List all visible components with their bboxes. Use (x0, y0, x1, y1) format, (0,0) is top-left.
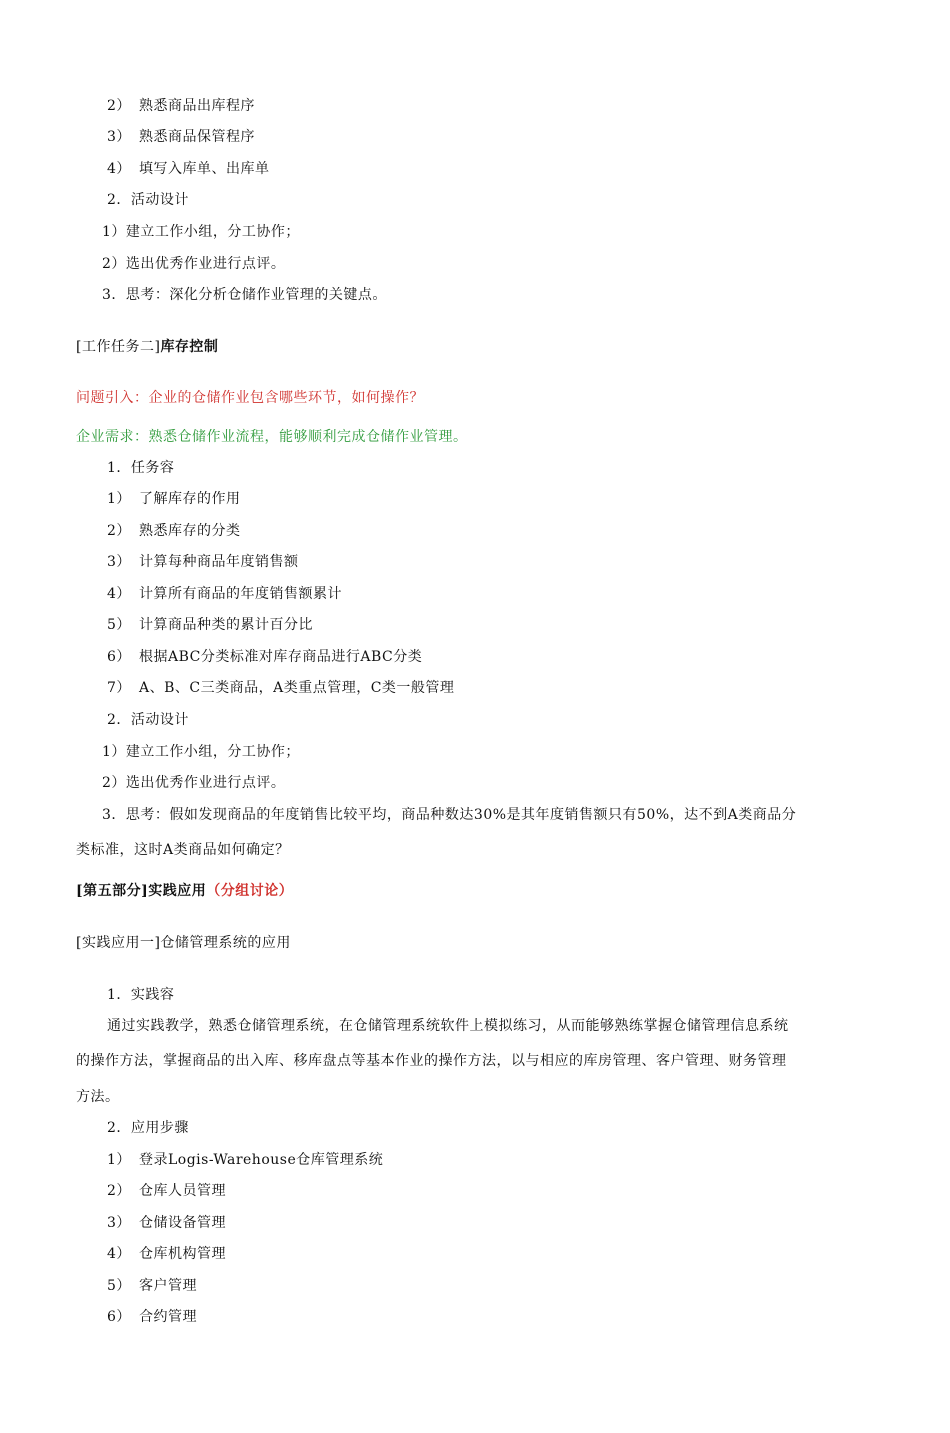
list-item (107, 615, 313, 635)
list-item (107, 552, 299, 572)
list-item (107, 1276, 197, 1296)
paragraph-line: 方法。 (76, 1089, 120, 1105)
item-number: 4） (107, 586, 131, 602)
list-item (107, 159, 270, 179)
think-question-cont: 类标准，这时A类商品如何确定？ (76, 842, 290, 858)
item-text: 仓储设备管理 (139, 1215, 226, 1231)
item-text: A、B、C三类商品，A类重点管理，C类一般管理 (139, 680, 455, 696)
list-item (107, 489, 241, 509)
steps-heading: 2．应用步骤 (107, 1120, 189, 1136)
task-heading (76, 337, 218, 357)
item-text: 熟悉商品保管程序 (139, 129, 255, 145)
task-title: 库存控制 (160, 339, 219, 355)
think-question: 3．思考：深化分析仓储作业管理的关键点。 (102, 287, 387, 303)
content-heading: 1．实践容 (107, 987, 175, 1003)
item-number: 5） (107, 617, 131, 633)
item-number: 3） (107, 554, 131, 570)
item-text: 合约管理 (139, 1309, 197, 1325)
part-title: [第五部分]实践应用 (76, 883, 207, 899)
item-number: 3） (107, 129, 131, 145)
list-item (107, 1307, 197, 1327)
item-text: 计算商品种类的累计百分比 (139, 617, 313, 633)
item-number: 2） (107, 98, 131, 114)
paragraph-line: 通过实践教学，熟悉仓储管理系统，在仓储管理系统软件上模拟练习，从而能够熟练掌握仓储管理信息系统 (107, 1018, 789, 1034)
item-text: 了解库存的作用 (139, 491, 241, 507)
practice-title: [实践应用一]仓储管理系统的应用 (76, 935, 291, 951)
list-item (107, 1150, 383, 1170)
item-number: 4） (107, 161, 131, 177)
content-heading: 1．任务容 (107, 460, 175, 476)
item-text: 熟悉商品出库程序 (139, 98, 255, 114)
item-text: 仓库人员管理 (139, 1183, 226, 1199)
enterprise-demand: 企业需求：熟悉仓储作业流程，能够顺利完成仓储作业管理。 (76, 429, 468, 445)
think-question: 3．思考：假如发现商品的年度销售比较平均，商品种数达30%是其年度销售额只有50%，达不到A类商品分 (102, 807, 797, 823)
list-item (107, 1213, 226, 1233)
list-item (107, 521, 241, 541)
list-item (107, 584, 342, 604)
item-text: 熟悉库存的分类 (139, 523, 241, 539)
item-number: 7） (107, 680, 131, 696)
item-number: 5） (107, 1278, 131, 1294)
list-item (107, 678, 454, 698)
item-text: 计算每种商品年度销售额 (139, 554, 299, 570)
paragraph-line: 的操作方法，掌握商品的出入库、移库盘点等基本作业的操作方法，以与相应的库房管理、客户管理、财务管理 (76, 1053, 787, 1069)
item-text: 填写入库单、出库单 (139, 161, 270, 177)
activity-item: 2）选出优秀作业进行点评。 (102, 256, 286, 272)
item-number: 6） (107, 1309, 131, 1325)
item-number: 1） (107, 1152, 131, 1168)
item-number: 6） (107, 649, 131, 665)
item-text: 登录Logis-Warehouse仓库管理系统 (139, 1152, 384, 1168)
item-number: 1） (107, 491, 131, 507)
activity-item: 2）选出优秀作业进行点评。 (102, 775, 286, 791)
item-text: 仓库机构管理 (139, 1246, 226, 1262)
list-item (107, 127, 255, 147)
question-intro: 问题引入：企业的仓储作业包含哪些环节，如何操作？ (76, 390, 424, 406)
activity-heading: 2．活动设计 (107, 712, 189, 728)
list-item (107, 96, 255, 116)
item-number: 2） (107, 523, 131, 539)
part-suffix: （分组讨论） (206, 883, 294, 899)
part-heading (76, 881, 293, 901)
list-item (107, 1244, 226, 1264)
activity-heading: 2．活动设计 (107, 192, 189, 208)
activity-item: 1）建立工作小组，分工协作； (102, 744, 300, 760)
item-text: 计算所有商品的年度销售额累计 (139, 586, 342, 602)
list-item (107, 1181, 226, 1201)
list-item (107, 647, 422, 667)
activity-item: 1）建立工作小组，分工协作； (102, 224, 300, 240)
item-text: 客户管理 (139, 1278, 197, 1294)
item-text: 根据ABC分类标准对库存商品进行ABC分类 (139, 649, 423, 665)
item-number: 3） (107, 1215, 131, 1231)
item-number: 4） (107, 1246, 131, 1262)
task-prefix: [工作任务二] (76, 339, 161, 355)
item-number: 2） (107, 1183, 131, 1199)
